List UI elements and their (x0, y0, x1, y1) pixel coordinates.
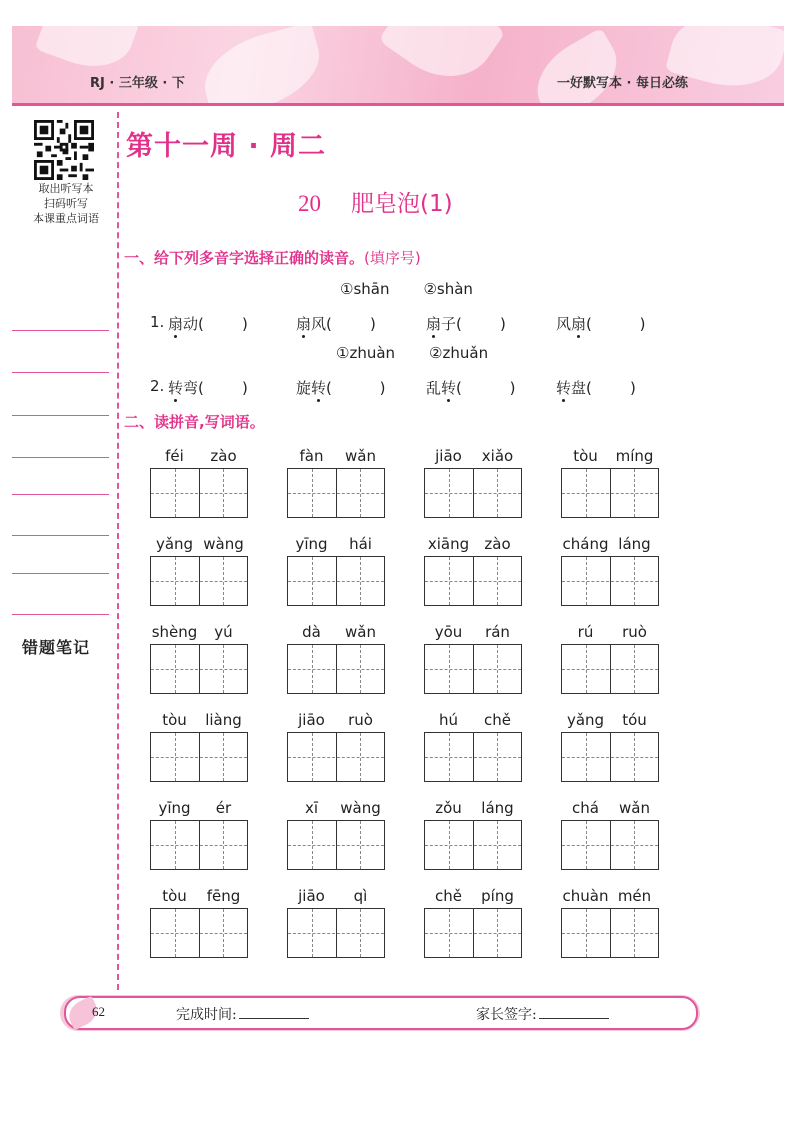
tianzige-boxes[interactable] (287, 908, 385, 958)
pinyin-label: zào (484, 535, 511, 553)
page-number: 62 (92, 1004, 105, 1019)
tianzige-boxes[interactable] (561, 644, 659, 694)
pinyin-label: chě (435, 887, 462, 905)
pinyin-label: chá (572, 799, 599, 817)
tianzige-boxes[interactable] (424, 468, 522, 518)
pinyin-label: fàn (299, 447, 324, 465)
header-divider (12, 103, 784, 106)
week-title: 第十一周 · 周二 (126, 131, 327, 162)
pinyin-label: xī (304, 799, 319, 817)
pinyin-label: rán (485, 623, 510, 641)
pinyin-label: chuàn (562, 887, 609, 905)
pinyin-label: liàng (205, 711, 242, 729)
pinyin-label: jiāo (435, 447, 462, 465)
q2-item-4[interactable]: 转盘( ) (556, 379, 636, 397)
q1-item-3[interactable]: 扇子( ) (426, 315, 506, 333)
pinyin-label: cháng (562, 535, 609, 553)
pinyin-label: píng (481, 887, 514, 905)
header-banner (12, 26, 784, 106)
section-2-title: 二、读拼音,写词语。 (124, 413, 265, 431)
tianzige-boxes[interactable] (150, 908, 248, 958)
pinyin-label: xiǎo (481, 447, 514, 465)
pinyin-label: yōu (434, 623, 463, 641)
pinyin-label: jiāo (298, 711, 325, 729)
tianzige-boxes[interactable] (287, 556, 385, 606)
tianzige-boxes[interactable] (150, 820, 248, 870)
margin-divider (117, 112, 119, 990)
q2-options: ①zhuàn ②zhuǎn (336, 344, 489, 362)
pinyin-label: yīng (158, 799, 191, 817)
pinyin-label: wàng (203, 535, 244, 553)
pinyin-label: wǎn (619, 799, 650, 817)
pinyin-label: féi (165, 447, 184, 465)
parent-signature-field[interactable]: 家长签字: (476, 1004, 609, 1024)
pinyin-label: míng (615, 447, 654, 465)
note-line (12, 614, 109, 615)
petal-decoration (378, 26, 506, 97)
note-line (12, 415, 109, 416)
tianzige-boxes[interactable] (150, 556, 248, 606)
note-line (12, 535, 109, 536)
note-line (12, 573, 109, 574)
pinyin-label: láng (481, 799, 514, 817)
pinyin-label: yǎng (566, 711, 605, 729)
grade-label: RJ · 三年级 · 下 (90, 76, 185, 91)
lesson-number: 20 (298, 191, 321, 216)
pinyin-label: yǎng (155, 535, 194, 553)
tianzige-boxes[interactable] (561, 820, 659, 870)
q2-row: 2. 转弯( ) 旋转( ) 乱转( ) 转盘( ) (150, 377, 636, 397)
pinyin-label: hú (438, 711, 458, 729)
lesson-name: 肥皂泡(1) (351, 191, 453, 217)
pinyin-label: xiāng (427, 535, 470, 553)
wrong-answer-notes-label: 错题笔记 (22, 638, 91, 657)
pinyin-label: zǒu (435, 799, 462, 817)
q1-item-4[interactable]: 风扇( ) (556, 315, 646, 333)
pinyin-label: wǎn (345, 623, 376, 641)
petal-decoration (523, 28, 631, 106)
petal-decoration (195, 26, 329, 106)
q1-options: ①shān ②shàn (340, 280, 473, 298)
tianzige-boxes[interactable] (150, 644, 248, 694)
pinyin-label: ruò (622, 623, 647, 641)
pinyin-label: hái (349, 535, 372, 553)
pinyin-label: jiāo (298, 887, 325, 905)
lesson-title (298, 185, 453, 218)
pinyin-label: tóu (622, 711, 647, 729)
pinyin-label: tòu (162, 887, 187, 905)
q1-item-1[interactable]: 扇动( ) (168, 315, 248, 333)
pinyin-label: fēng (206, 887, 241, 905)
q2-item-1[interactable]: 转弯( ) (168, 379, 248, 397)
tianzige-boxes[interactable] (287, 468, 385, 518)
pinyin-label: mén (617, 887, 652, 905)
tianzige-boxes[interactable] (287, 644, 385, 694)
pinyin-label: qì (353, 887, 368, 905)
pinyin-label: wǎn (345, 447, 376, 465)
tianzige-boxes[interactable] (287, 820, 385, 870)
qr-code-icon[interactable] (34, 120, 94, 180)
pinyin-label: ruò (348, 711, 373, 729)
pinyin-label: chě (484, 711, 511, 729)
tianzige-boxes[interactable] (424, 644, 522, 694)
pinyin-label: ér (215, 799, 232, 817)
q2-item-2[interactable]: 旋转( ) (296, 379, 386, 397)
tianzige-boxes[interactable] (424, 908, 522, 958)
tianzige-boxes[interactable] (424, 820, 522, 870)
pinyin-label: tòu (573, 447, 598, 465)
note-line (12, 330, 109, 331)
note-line (12, 494, 109, 495)
pinyin-label: láng (618, 535, 651, 553)
tianzige-boxes[interactable] (150, 732, 248, 782)
qr-caption: 取出听写本 扫码听写 本课重点词语 (33, 182, 99, 225)
note-line (12, 372, 109, 373)
tianzige-boxes[interactable] (561, 468, 659, 518)
tianzige-boxes[interactable] (424, 732, 522, 782)
pinyin-label: tòu (162, 711, 187, 729)
tianzige-boxes[interactable] (287, 732, 385, 782)
completion-time-field[interactable]: 完成时间: (176, 1004, 309, 1024)
pinyin-label: shèng (151, 623, 198, 641)
section-1-title: 一、给下列多音字选择正确的读音。(填序号) (124, 249, 421, 267)
pinyin-label: yīng (295, 535, 328, 553)
q2-item-3[interactable]: 乱转( ) (426, 379, 516, 397)
pinyin-label: yú (214, 623, 233, 641)
pinyin-label: wàng (340, 799, 381, 817)
pinyin-label: rú (577, 623, 594, 641)
q1-row: 1. 扇动( ) 扇风( ) 扇子( ) 风扇( ) (150, 313, 646, 333)
tianzige-boxes[interactable] (561, 732, 659, 782)
tianzige-boxes[interactable] (561, 908, 659, 958)
pinyin-label: zào (210, 447, 237, 465)
tianzige-boxes[interactable] (424, 556, 522, 606)
footer-bar (64, 996, 698, 1030)
series-label: 一好默写本 · 每日必练 (557, 76, 688, 91)
q1-item-2[interactable]: 扇风( ) (296, 315, 376, 333)
note-line (12, 457, 109, 458)
tianzige-boxes[interactable] (150, 468, 248, 518)
tianzige-boxes[interactable] (561, 556, 659, 606)
pinyin-label: dà (302, 623, 321, 641)
